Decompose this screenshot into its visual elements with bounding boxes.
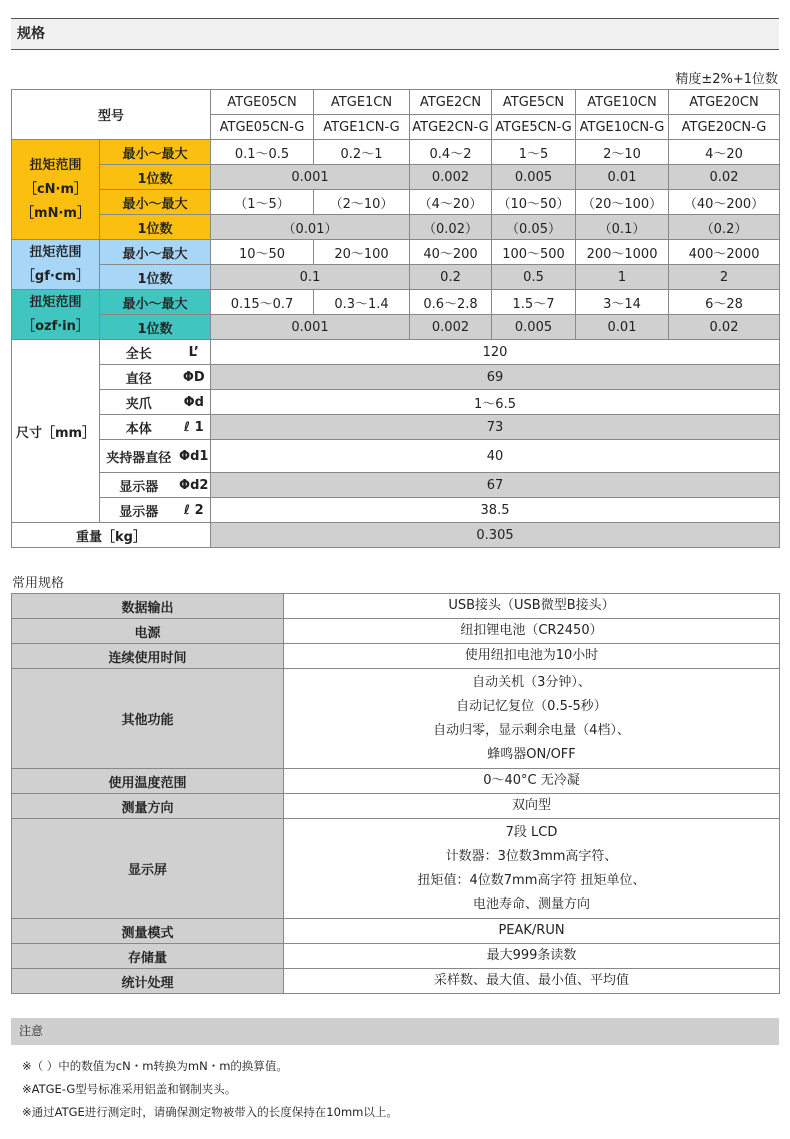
range-cell: 0.3～1.4 [314,290,410,315]
common-spec-label: 数据输出 [12,594,284,619]
dim-value: 40 [211,440,780,473]
digit-cell: 0.002 [410,165,492,190]
dim-symbol: Φd [178,390,211,415]
common-spec-value [284,619,780,644]
common-spec-title: 常用规格 [12,576,65,591]
range-cell: 400～2000 [669,240,780,265]
digit-cell: 0.001 [211,165,410,190]
weight-value: 0.305 [211,523,780,548]
common-spec-value-line: 扭矩值：4位数7mm高字符 扭矩单位、 [417,872,646,888]
digit-cell: （0.1） [576,215,669,240]
dim-value: 1～6.5 [211,390,780,415]
row-label-digit: 1位数 [100,215,211,240]
model-g-cell: ATGE05CN-G [211,115,314,140]
note-line: ※（ ）中的数值为cN・m转换为mN・m的换算值。 [22,1059,288,1073]
dim-symbol: ℓ 1 [178,415,211,440]
dim-value: 69 [211,365,780,390]
dimension-label: 尺寸［mm］ [12,340,100,523]
common-spec-row [12,619,780,644]
common-spec-value [284,769,780,794]
common-spec-value [284,819,780,919]
range-cell: （1～5） [211,190,314,215]
dim-symbol: L’ [178,340,211,365]
dim-name: 全长 [100,340,178,365]
common-spec-value-line: USB接头（USB微型B接头） [448,598,615,613]
spec-title: 规格 [17,26,45,42]
common-spec-value-line: 计数器：3位数3mm高字符、 [445,848,618,864]
common-spec-table [11,593,780,994]
common-spec-value-line: 自动记忆复位（0.5-5秒） [456,698,607,714]
common-spec-value-line: 使用纽扣电池为10小时 [464,648,599,663]
row-label-min-max: 最小～最大 [100,190,211,215]
common-spec-value [284,644,780,669]
common-spec-label: 存储量 [12,944,284,969]
model-cell: ATGE2CN [410,90,492,115]
model-label: 型号 [12,90,211,140]
common-spec-row [12,919,780,944]
accuracy-note: 精度±2%+1位数 [675,72,778,87]
common-spec-label: 统计处理 [12,969,284,994]
common-spec-value-line: 蜂鸣器ON/OFF [487,746,576,762]
common-spec-value [284,794,780,819]
common-spec-value-line: 自动归零，显示剩余电量（4档）、 [433,722,630,738]
common-spec-value [284,594,780,619]
dim-value: 73 [211,415,780,440]
common-spec-row [12,769,780,794]
dim-symbol: Φd1 [178,440,211,473]
common-spec-label: 电源 [12,619,284,644]
row-label-min-max: 最小～最大 [100,240,211,265]
dim-symbol: Φd2 [178,473,211,498]
range-cell: （4～20） [410,190,492,215]
digit-cell: 0.005 [492,165,576,190]
row-label-digit: 1位数 [100,265,211,290]
common-spec-row [12,819,780,919]
common-spec-value [284,669,780,769]
common-spec-value-line: 7段 LCD [505,824,558,840]
common-spec-row [12,669,780,769]
dim-name: 夹持器直径 [100,440,178,473]
common-spec-row [12,794,780,819]
row-label-digit: 1位数 [100,315,211,340]
range-cell: 0.2～1 [314,140,410,165]
common-spec-row [12,944,780,969]
range-cell: 100～500 [492,240,576,265]
common-spec-row [12,594,780,619]
model-cell: ATGE1CN [314,90,410,115]
digit-cell: 0.2 [410,265,492,290]
row-label-min-max: 最小～最大 [100,140,211,165]
cn-range-label: 扭矩范围 ［cN·m］ ［mN·m］ [12,140,100,240]
digit-cell: 0.1 [211,265,410,290]
digit-cell: 0.005 [492,315,576,340]
dim-name: 显示器 [100,498,178,523]
dim-value: 38.5 [211,498,780,523]
dim-symbol: ℓ 2 [178,498,211,523]
common-spec-label: 测量模式 [12,919,284,944]
model-cell: ATGE10CN [576,90,669,115]
common-spec-value-line: 电池寿命、测量方向 [472,896,590,912]
common-spec-value-line: PEAK/RUN [498,923,565,938]
range-cell: 20～100 [314,240,410,265]
digit-cell: 0.02 [669,165,780,190]
common-spec-value-line: 采样数、最大值、最小值、平均值 [433,973,629,988]
range-cell: 10～50 [211,240,314,265]
model-g-cell: ATGE10CN-G [576,115,669,140]
common-spec-label: 显示屏 [12,819,284,919]
common-spec-row [12,969,780,994]
range-cell: （2～10） [314,190,410,215]
common-spec-value-line: 双向型 [511,798,551,813]
weight-label: 重量［kg］ [12,523,211,548]
digit-cell: 0.02 [669,315,780,340]
dim-symbol: ΦD [178,365,211,390]
digit-cell: 0.002 [410,315,492,340]
digit-cell: 0.01 [576,165,669,190]
digit-cell: 2 [669,265,780,290]
model-cell: ATGE20CN [669,90,780,115]
common-spec-value-line: 0～40°C 无冷凝 [483,773,580,788]
range-cell: 0.15～0.7 [211,290,314,315]
row-label-min-max: 最小～最大 [100,290,211,315]
digit-cell: 0.01 [576,315,669,340]
range-cell: 0.4～2 [410,140,492,165]
digit-cell: （0.05） [492,215,576,240]
row-label-digit: 1位数 [100,165,211,190]
dim-name: 本体 [100,415,178,440]
digit-cell: （0.2） [669,215,780,240]
model-cell: ATGE5CN [492,90,576,115]
range-cell: 1～5 [492,140,576,165]
digit-cell: （0.01） [211,215,410,240]
range-cell: 6～28 [669,290,780,315]
range-cell: 4～20 [669,140,780,165]
dim-value: 67 [211,473,780,498]
notes-title: 注意 [19,1024,44,1038]
range-cell: 1.5～7 [492,290,576,315]
range-cell: 2～10 [576,140,669,165]
model-g-cell: ATGE2CN-G [410,115,492,140]
common-spec-label: 其他功能 [12,669,284,769]
common-spec-value [284,919,780,944]
range-cell: （20～100） [576,190,669,215]
common-spec-label: 测量方向 [12,794,284,819]
common-spec-value-line: 纽扣锂电池（CR2450） [460,623,603,638]
model-g-cell: ATGE1CN-G [314,115,410,140]
range-cell: 200～1000 [576,240,669,265]
range-cell: 40～200 [410,240,492,265]
common-spec-value [284,944,780,969]
range-cell: 3～14 [576,290,669,315]
dim-name: 显示器 [100,473,178,498]
digit-cell: 0.001 [211,315,410,340]
range-cell: 0.1～0.5 [211,140,314,165]
model-g-cell: ATGE5CN-G [492,115,576,140]
dim-value: 120 [211,340,780,365]
common-spec-label: 连续使用时间 [12,644,284,669]
note-line: ※通过ATGE进行测定时，请确保测定物被带入的长度保持在10mm以上。 [22,1105,398,1119]
notes-bar [11,1018,779,1045]
range-cell: 0.6～2.8 [410,290,492,315]
dim-name: 直径 [100,365,178,390]
common-spec-value-line: 自动关机（3分钟）、 [472,674,591,690]
range-cell: （10～50） [492,190,576,215]
digit-cell: 1 [576,265,669,290]
ozf-range-label: 扭矩范围 ［ozf·in］ [12,290,100,340]
digit-cell: （0.02） [410,215,492,240]
gf-range-label: 扭矩范围 ［gf·cm］ [12,240,100,290]
common-spec-row [12,644,780,669]
spec-table [11,89,780,548]
range-cell: （40～200） [669,190,780,215]
model-g-cell: ATGE20CN-G [669,115,780,140]
common-spec-label: 使用温度范围 [12,769,284,794]
note-line: ※ATGE-G型号标准采用铝盖和钢制夹头。 [22,1082,237,1096]
model-cell: ATGE05CN [211,90,314,115]
common-spec-value [284,969,780,994]
common-spec-value-line: 最大999条读数 [486,948,577,963]
dim-name: 夹爪 [100,390,178,415]
digit-cell: 0.5 [492,265,576,290]
spec-title-bar [11,18,779,50]
